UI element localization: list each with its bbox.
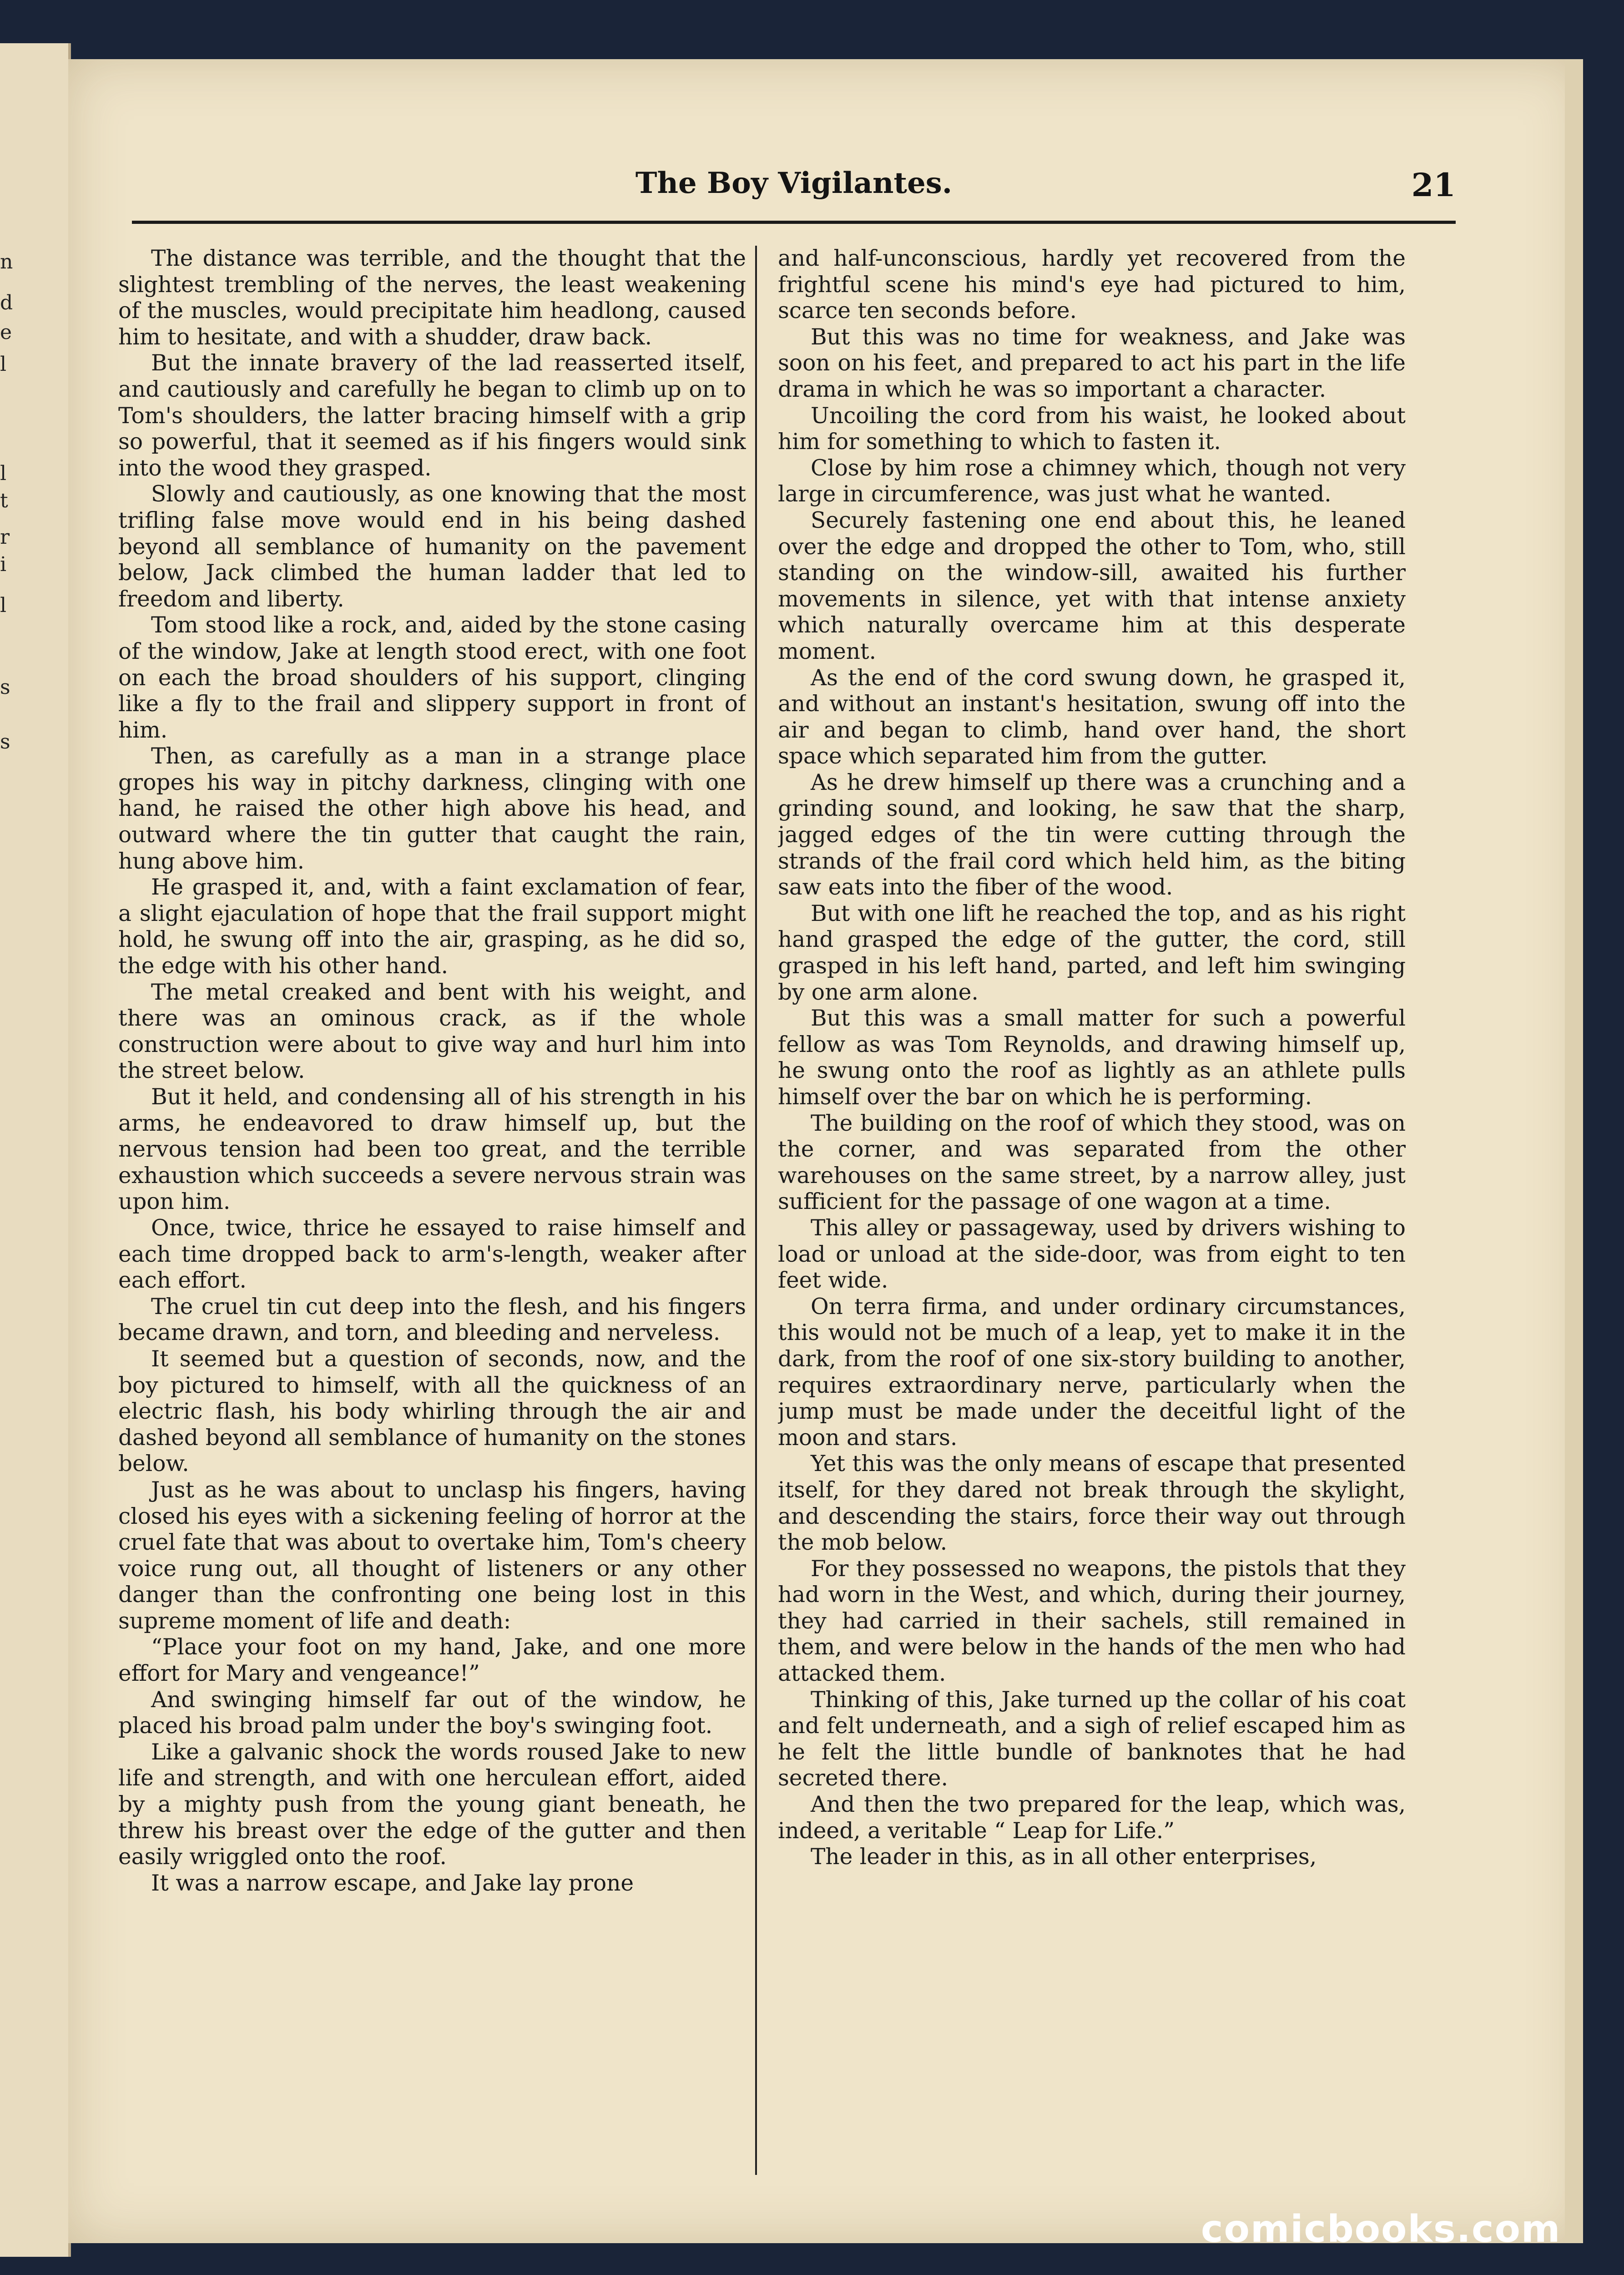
paragraph: On terra firma, and under ordinary circumstances, this would not be much of a leap, yet to make it in the dark, from the roof of one six-story building to another, requires extraordinary nerve, particularly when the jump must be made under the deceitful light of the moon and stars. [778,1294,1406,1451]
paragraph: The cruel tin cut deep into the flesh, and his fingers became drawn, and torn, and bleeding and nerveless. [118,1294,746,1346]
paragraph: As the end of the cord swung down, he grasped it, and without an instant's hesitation, swung off into the air and began to climb, hand over hand, the short space which separated him from the gutter. [778,665,1406,769]
previous-page-edge [0,43,71,2257]
paragraph: It seemed but a question of seconds, now, and the boy pictured to himself, with all the quickness of an electric flash, his body whirling through the air and dashed beyond all semblance of humanity on the stones below. [118,1346,746,1477]
paragraph: The metal creaked and bent with his weight, and there was an ominous crack, as if the whole construction were about to give way and hurl him into the street below. [118,979,746,1084]
left-column [118,246,746,2198]
page-header [132,166,1456,216]
paragraph: “Place your foot on my hand, Jake, and one more effort for Mary and vengeance!” [118,1634,746,1687]
right-column [778,246,1406,2198]
paragraph: Uncoiling the cord from his waist, he looked about him for something to which to fasten it. [778,403,1406,455]
paragraph: Just as he was about to unclasp his fingers, having closed his eyes with a sickening feeling of horror at the cruel fate that was about to overtake him, Tom's cheery voice rung out, all thought of listeners or any other danger than the confronting one being lost in this supreme moment of life and death: [118,1477,746,1634]
paragraph: And then the two prepared for the leap, which was, indeed, a veritable “ Leap for Life.” [778,1792,1406,1844]
paragraph: Securely fastening one end about this, he leaned over the edge and dropped the other to Tom, who, still standing on the window-sill, awaited his further movements in silence, yet with that intense anxiety which naturally overcame him at this desperate moment. [778,507,1406,664]
paragraph: It was a narrow escape, and Jake lay prone [151,1870,634,1896]
prev-page-mark: s [0,730,10,753]
watermark: comicbooks.com [1201,2208,1561,2251]
paragraph: He grasped it, and, with a faint exclamation of fear, a slight ejaculation of hope that the frail support might hold, he swung off into the air, grasping, as he did so, the edge with his other hand. [118,875,746,979]
prev-page-mark: s [0,676,10,699]
prev-page-mark: i [0,553,7,576]
paragraph: But this was a small matter for such a powerful fellow as was Tom Reynolds, and drawing himself up, he swung onto the roof as lightly as an athlete pulls himself over the bar on which he is performing. [778,1006,1406,1110]
paragraph: Tom stood like a rock, and, aided by the stone casing of the window, Jake at length stood erect, with one foot on each the broad shoulders of his support, clinging like a fly to the frail and slippery support in front of him. [118,612,746,743]
paragraph: The leader in this, as in all other enterprises, [811,1844,1317,1870]
paragraph: But with one lift he reached the top, and as his right hand grasped the edge of the gutter, the cord, still grasped in his left hand, parted, and left him swinging by one arm alone. [778,900,1406,1005]
paragraph: But this was no time for weakness, and Jake was soon on his feet, and prepared to act his part in the life drama in which he was so important a character. [778,324,1406,402]
book-page [68,59,1583,2243]
prev-page-mark: t [0,489,8,512]
prev-page-mark: n [0,250,13,273]
prev-page-mark: l [0,353,7,376]
paragraph: But the innate bravery of the lad reasserted itself, and cautiously and carefully he began to climb up on to Tom's shoulders, the latter bracing himself with a grip so powerful, that it seemed as if his fingers would sink into the wood they grasped. [118,350,746,481]
page-number: 21 [1411,166,1456,204]
header-rule [132,221,1456,224]
paragraph: Like a galvanic shock the words roused Jake to new life and strength, and with one herculean effort, aided by a mighty push from the young giant beneath, he threw his breast over the edge of the gutter and then easily wriggled onto the roof. [118,1739,746,1870]
prev-page-mark: l [0,462,7,485]
page-edge-shadow [1565,59,1583,2243]
paragraph: The distance was terrible, and the thought that the slightest trembling of the nerves, the least weakening of the muscles, would precipitate him headlong, caused him to hesitate, and with a shudder, draw back. [118,246,746,350]
paragraph: Once, twice, thrice he essayed to raise himself and each time dropped back to arm's-length, weaker after each effort. [118,1215,746,1294]
paragraph: Close by him rose a chimney which, though not very large in circumference, was just what he wanted. [778,455,1406,507]
paragraph: Slowly and cautiously, as one knowing that the most trifling false move would end in his being dashed beyond all semblance of humanity on the pavement below, Jack climbed the human ladder that led to freedom and liberty. [118,481,746,612]
paragraph: But it held, and condensing all of his strength in his arms, he endeavored to draw himself up, but the nervous tension had been too great, and the terrible exhaustion which succeeds a severe nervous strain was upon him. [118,1084,746,1215]
prev-page-mark: e [0,321,12,344]
paragraph: Thinking of this, Jake turned up the collar of his coat and felt underneath, and a sigh of relief escaped him as he felt the little bundle of banknotes that he had secreted there. [778,1687,1406,1791]
column-divider [755,246,757,2175]
paragraph: And swinging himself far out of the window, he placed his broad palm under the boy's swinging foot. [118,1687,746,1739]
paragraph: and half-unconscious, hardly yet recovered from the frightful scene his mind's eye had pictured to him, scarce ten seconds before. [778,246,1406,324]
prev-page-mark: r [0,526,10,549]
paragraph: This alley or passageway, used by drivers wishing to load or unload at the side-door, was from eight to ten feet wide. [778,1215,1406,1294]
paragraph: For they possessed no weapons, the pistols that they had worn in the West, and which, during their journey, they had carried in their sachels, still remained in them, and were below in the hands of the men who had attacked them. [778,1556,1406,1687]
paragraph: Yet this was the only means of escape that presented itself, for they dared not break through the skylight, and descending the stairs, force their way out through the mob below. [778,1451,1406,1556]
paragraph: Then, as carefully as a man in a strange place gropes his way in pitchy darkness, clinging with one hand, he raised the other high above his head, and outward where the tin gutter that caught the rain, hung above him. [118,743,746,874]
prev-page-mark: l [0,594,7,617]
paragraph: The building on the roof of which they stood, was on the corner, and was separated from the other warehouses on the same street, by a narrow alley, just sufficient for the passage of one wagon at a time. [778,1110,1406,1215]
prev-page-mark: d [0,291,13,314]
running-title: The Boy Vigilantes. [635,166,953,200]
paragraph: As he drew himself up there was a crunching and a grinding sound, and looking, he saw that the sharp, jagged edges of the tin were cutting through the strands of the frail cord which held him, as the biting saw eats into the fiber of the wood. [778,769,1406,900]
